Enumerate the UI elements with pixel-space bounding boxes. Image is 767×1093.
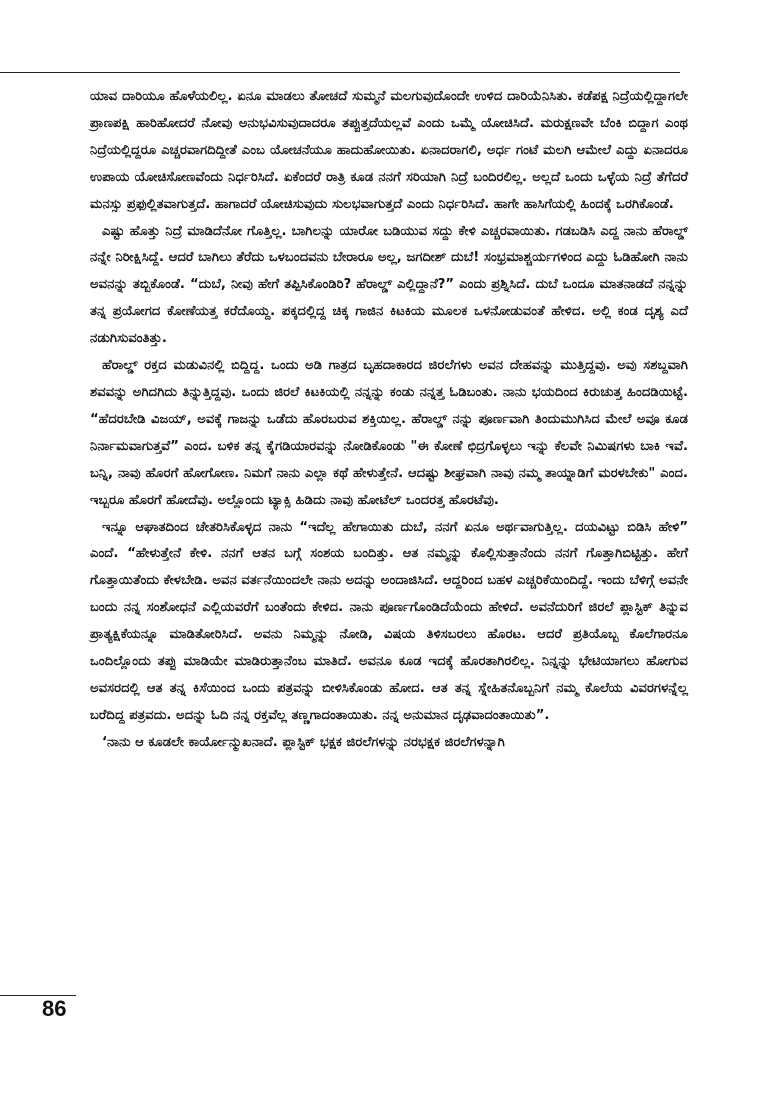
paragraph-2: ಎಷ್ಟು ಹೊತ್ತು ನಿದ್ರೆ ಮಾಡಿದೆನೋ ಗೊತ್ತಿಲ್ಲ. ಬಾಗಿಲನ್ನು ಯಾರೋ ಬಡಿಯುವ ಸದ್ದು ಕೇಳಿ ಎಚ್ಚರವಾಯಿತು. ಗಡಬಡಿಸಿ ಎದ್ದ ನಾನು ಹೆರಾಲ್ಡ್ ನನ್ನೇ ನಿರೀಕ್ಷಿಸಿದ್ದೆ. ಆದರೆ ಬಾಗಿಲು ತೆರೆದು ಒಳಬಂದವನು ಬೇರಾರೂ ಅಲ್ಲ, ಜಗದೀಶ್ ದುಬೆ! ಸಂಭ್ರಮಾಶ್ಚರ್ಯಗಳಿಂದ ಎದ್ದು ಓಡಿಹೋಗಿ ನಾನು ಅವನನ್ನು ತಬ್ಬಿಕೊಂಡೆ. “ದುಬೆ, ನೀವು ಹೇಗೆ ತಪ್ಪಿಸಿಕೊಂಡಿರಿ? ಹೆರಾಲ್ಡ್ ಎಲ್ಲಿದ್ದಾನೆ?” ಎಂದು ಪ್ರಶ್ನಿಸಿದೆ. ದುಬೆ ಒಂದೂ ಮಾತನಾಡದೆ ನನ್ನನ್ನು ತನ್ನ ಪ್ರಯೋಗದ ಕೋಣೆಯತ್ತ ಕರೆದೊಯ್ದ. ಪಕ್ಕದಲ್ಲಿದ್ದ ಚಿಕ್ಕ ಗಾಜಿನ ಕಿಟಕಿಯ ಮೂಲಕ ಒಳನೋಡುವಂತೆ ಹೇಳಿದ. ಅಲ್ಲಿ ಕಂಡ ದೃಶ್ಯ ಎದೆ ನಡುಗಿಸುವಂತಿತ್ತು.: [90, 223, 688, 347]
paragraph-5: ‘ನಾನು ಆ ಕೂಡಲೇ ಕಾರ್ಯೋನ್ಮುಖನಾದೆ. ಪ್ಲಾಸ್ಟಿಕ್ ಭಕ್ಷಕ ಜಿರಲೆಗಳನ್ನು ನರಭಕ್ಷಕ ಜಿರಲೆಗಳನ್ನಾಗಿ: [102, 734, 505, 750]
page-number: 86: [42, 996, 67, 1021]
top-divider: [0, 72, 680, 73]
paragraph-1: ಯಾವ ದಾರಿಯೂ ಹೊಳೆಯಲಿಲ್ಲ. ಏನೂ ಮಾಡಲು ತೋಚದೆ ಸುಮ್ಮನೆ ಮಲಗುವುದೊಂದೇ ಉಳಿದ ದಾರಿಯೆನಿಸಿತು. ಕಡೆಪಕ್ಷ ನಿದ್ರೆಯಲ್ಲಿದ್ದಾಗಲೇ ಪ್ರಾಣಪಕ್ಷಿ ಹಾರಿಹೋದರೆ ನೋವು ಅನುಭವಿಸುವುದಾದರೂ ತಪ್ಪುತ್ತದೆಯಲ್ಲವೆ ಎಂದು ಒಮ್ಮೆ ಯೋಚಿಸಿದೆ. ಮರುಕ್ಷಣವೇ ಬೆಂಕಿ ಬಿದ್ದಾಗ ಎಂಥ ನಿದ್ರೆಯಲ್ಲಿದ್ದರೂ ಎಚ್ಚರವಾಗದಿದ್ದೀತೆ ಎಂಬ ಯೋಚನೆಯೂ ಹಾದುಹೋಯಿತು. ಏನಾದರಾಗಲಿ, ಅರ್ಧ ಗಂಟೆ ಮಲಗಿ ಆಮೇಲೆ ಎದ್ದು ಏನಾದರೂ ಉಪಾಯ ಯೋಚಿಸೋಣವೆಂದು ನಿರ್ಧರಿಸಿದೆ. ಏಕೆಂದರೆ ರಾತ್ರಿ ಕೂಡ ನನಗೆ ಸರಿಯಾಗಿ ನಿದ್ರೆ ಬಂದಿರಲಿಲ್ಲ. ಅಲ್ಲದೆ ಒಂದು ಒಳ್ಳೆಯ ನಿದ್ರೆ ತೆಗೆದರೆ ಮನಸ್ಸು ಪ್ರಫುಲ್ಲಿತವಾಗುತ್ತದೆ. ಹಾಗಾದರೆ ಯೋಚಿಸುವುದು ಸುಲಭವಾಗುತ್ತದೆ ಎಂದು ನಿರ್ಧರಿಸಿದೆ. ಹಾಗೇ ಹಾಸಿಗೆಯಲ್ಲಿ ಹಿಂದಕ್ಕೆ ಒರಗಿಕೊಂಡೆ.: [90, 89, 688, 212]
paragraph-4: ಇನ್ನೂ ಆಘಾತದಿಂದ ಚೇತರಿಸಿಕೊಳ್ಳದ ನಾನು “ಇದೆಲ್ಲ ಹೇಗಾಯಿತು ದುಬೆ, ನನಗೆ ಏನೂ ಅರ್ಥವಾಗುತ್ತಿಲ್ಲ. ದಯವಿಟ್ಟು ಬಿಡಿಸಿ ಹೇಳಿ” ಎಂದೆ. “ಹೇಳುತ್ತೇನೆ ಕೇಳಿ. ನನಗೆ ಆತನ ಬಗ್ಗೆ ಸಂಶಯ ಬಂದಿತ್ತು. ಆತ ನಮ್ಮನ್ನು ಕೊಲ್ಲಿಸುತ್ತಾನೆಂದು ನನಗೆ ಗೊತ್ತಾಗಿಬಿಟ್ಟಿತ್ತು. ಹೇಗೆ ಗೊತ್ತಾಯಿತೆಂದು ಕೇಳಬೇಡಿ. ಅವನ ವರ್ತನೆಯಿಂದಲೇ ನಾನು ಅದನ್ನು ಅಂದಾಜಿಸಿದೆ. ಆದ್ದರಿಂದ ಬಹಳ ಎಚ್ಚರಿಕೆಯಿಂದಿದ್ದೆ. ಇಂದು ಬೆಳಿಗ್ಗೆ ಅವನೇ ಬಂದು ನನ್ನ ಸಂಶೋಧನೆ ಎಲ್ಲಿಯವರೆಗೆ ಬಂತೆಂದು ಕೇಳಿದ. ನಾನು ಪೂರ್ಣಗೊಂಡಿದೆಯೆಂದು ಹೇಳಿದೆ. ಅವನೆದುರಿಗೆ ಜಿರಲೆ ಪ್ಲಾಸ್ಟಿಕ್ ತಿನ್ನುವ ಪ್ರಾತ್ಯಕ್ಷಿಕೆಯನ್ನೂ ಮಾಡಿತೋರಿಸಿದೆ. ಅವನು ನಿಮ್ಮನ್ನು ನೋಡಿ, ವಿಷಯ ತಿಳಿಸಬರಲು ಹೊರಟ. ಆದರೆ ಪ್ರತಿಯೊಬ್ಬ ಕೊಲೆಗಾರನೂ ಒಂದಿಲ್ಲೊಂದು ತಪ್ಪು ಮಾಡಿಯೇ ಮಾಡಿರುತ್ತಾನೆಂಬ ಮಾತಿದೆ. ಅವನೂ ಕೂಡ ಇದಕ್ಕೆ ಹೊರತಾಗಿರಲಿಲ್ಲ. ನಿನ್ನನ್ನು ಭೇಟಿಯಾಗಲು ಹೋಗುವ ಅವಸರದಲ್ಲಿ ಆತ ತನ್ನ ಕಿಸೆಯಿಂದ ಒಂದು ಪತ್ರವನ್ನು ಬೀಳಿಸಿಕೊಂಡು ಹೋದ. ಆತ ತನ್ನ ಸ್ನೇಹಿತನೊಬ್ಬನಿಗೆ ನಮ್ಮ ಕೊಲೆಯ ವಿವರಗಳನ್ನೆಲ್ಲ ಬರೆದಿದ್ದ ಪತ್ರವದು. ಅದನ್ನು ಓದಿ ನನ್ನ ರಕ್ತವೆಲ್ಲ ತಣ್ಣಗಾದಂತಾಯಿತು. ನನ್ನ ಅನುಮಾನ ದೃಢವಾದಂತಾಯಿತು”.: [90, 519, 688, 723]
body-text: [90, 84, 688, 757]
paragraph-3: ಹೆರಾಲ್ಡ್ ರಕ್ತದ ಮಡುವಿನಲ್ಲಿ ಬಿದ್ದಿದ್ದ. ಒಂದು ಅಡಿ ಗಾತ್ರದ ಬೃಹದಾಕಾರದ ಜಿರಲೆಗಳು ಅವನ ದೇಹವನ್ನು ಮುತ್ತಿದ್ದವು. ಅವು ಸಶಬ್ದವಾಗಿ ಶವವನ್ನು ಅಗಿದಗಿದು ತಿನ್ನುತ್ತಿದ್ದವು. ಒಂದು ಜಿರಲೆ ಕಿಟಕಿಯಲ್ಲಿ ನನ್ನನ್ನು ಕಂಡು ನನ್ನತ್ತ ಓಡಿಬಂತು. ನಾನು ಭಯದಿಂದ ಕಿರುಚುತ್ತ ಹಿಂದಡಿಯಿಟ್ಟೆ. “ಹೆದರಬೇಡಿ ವಿಜಯ್, ಅವಕ್ಕೆ ಗಾಜನ್ನು ಒಡೆದು ಹೊರಬರುವ ಶಕ್ತಿಯಿಲ್ಲ. ಹೆರಾಲ್ಡ್ ನನ್ನು ಪೂರ್ಣವಾಗಿ ತಿಂದುಮುಗಿಸಿದ ಮೇಲೆ ಅವೂ ಕೂಡ ನಿರ್ನಾಮವಾಗುತ್ತವೆ” ಎಂದ. ಬಳಿಕ ತನ್ನ ಕೈಗಡಿಯಾರವನ್ನು ನೋಡಿಕೊಂಡು "ಈ ಕೋಣೆ ಛಿದ್ರಗೊಳ್ಳಲು ಇನ್ನು ಕೆಲವೇ ನಿಮಿಷಗಳು ಬಾಕಿ ಇವೆ. ಬನ್ನಿ, ನಾವು ಹೊರಗೆ ಹೋಗೋಣ. ನಿಮಗೆ ನಾನು ಎಲ್ಲಾ ಕಥೆ ಹೇಳುತ್ತೇನೆ. ಆದಷ್ಟು ಶೀಘ್ರವಾಗಿ ನಾವು ನಮ್ಮ ತಾಯ್ನಾಡಿಗೆ ಮರಳಬೇಕು" ಎಂದ. ಇಬ್ಬರೂ ಹೊರಗೆ ಹೋದೆವು. ಅಲ್ಲೊಂದು ಟ್ಯಾಕ್ಸಿ ಹಿಡಿದು ನಾವು ಹೋಟೆಲ್ ಒಂದರತ್ತ ಹೊರಟೆವು.: [90, 358, 688, 508]
